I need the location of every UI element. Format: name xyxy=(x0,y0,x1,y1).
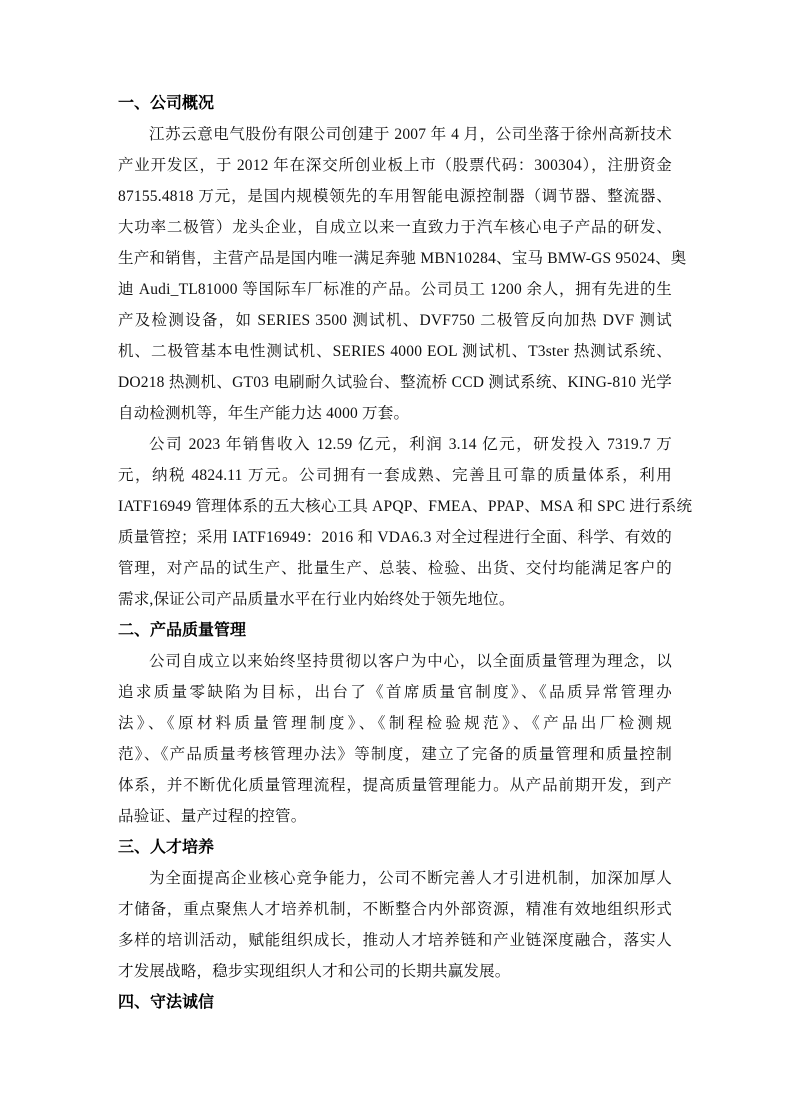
text-line: IATF16949 管理体系的五大核心工具 APQP、FMEA、PPAP、MSA 和 SPC 进行系统 xyxy=(118,498,693,515)
text-line: 产业开发区，于 2012 年在深交所创业板上市（股票代码：300304），注册资金 xyxy=(118,157,672,174)
text-line: 机、二极管基本电性测试机、SERIES 4000 EOL 测试机、T3ster 热测试系统、 xyxy=(118,343,672,360)
section-heading-2: 二、产品质量管理 xyxy=(118,622,247,639)
text-line: 质量管控；采用 IATF16949：2016 和 VDA6.3 对全过程进行全面、科学、有效的 xyxy=(118,529,672,546)
section-heading-4: 四、守法诚信 xyxy=(118,994,215,1011)
text-line: 产及检测设备，如 SERIES 3500 测试机、DVF750 二极管反向加热 DVF 测试 xyxy=(118,312,672,329)
text-line: 追求质量零缺陷为目标，出台了《首席质量官制度》、《品质异常管理办 xyxy=(118,684,672,701)
section-heading-3: 三、人才培养 xyxy=(118,839,215,856)
text-line: 江苏云意电气股份有限公司创建于 2007 年 4 月，公司坐落于徐州高新技术 xyxy=(149,126,672,143)
text-line: 需求,保证公司产品质量水平在行业内始终处于领先地位。 xyxy=(118,591,515,608)
text-line: 才储备，重点聚焦人才培养机制，不断整合内外部资源，精准有效地组织形式 xyxy=(118,901,672,918)
text-line: 品验证、量产过程的控管。 xyxy=(118,808,307,825)
text-line: 迪 Audi_TL81000 等国际车厂标准的产品。公司员工 1200 余人，拥有先进的生 xyxy=(118,281,672,298)
text-line: 自动检测机等，年生产能力达 4000 万套。 xyxy=(118,405,410,422)
text-line: 才发展战略，稳步实现组织人才和公司的长期共赢发展。 xyxy=(118,963,511,980)
text-line: 公司自成立以来始终坚持贯彻以客户为中心，以全面质量管理为理念，以 xyxy=(149,653,672,670)
text-line: 管理，对产品的试生产、批量生产、总装、检验、出货、交付均能满足客户的 xyxy=(118,560,672,577)
text-line: DO218 热测机、GT03 电刷耐久试验台、整流桥 CCD 测试系统、KING-810 光学 xyxy=(118,374,672,391)
text-line: 为全面提高企业核心竞争能力，公司不断完善人才引进机制，加深加厚人 xyxy=(149,870,672,887)
text-line: 生产和销售，主营产品是国内唯一满足奔驰 MBN10284、宝马 BMW-GS 95024、奥 xyxy=(118,250,687,267)
document-body xyxy=(118,88,693,1018)
section-heading-1: 一、公司概况 xyxy=(118,95,215,112)
text-line: 法》、《原材料质量管理制度》、《制程检验规范》、《产品出厂检测规 xyxy=(118,715,672,732)
text-line: 87155.4818 万元，是国内规模领先的车用智能电源控制器（调节器、整流器、 xyxy=(118,188,672,205)
text-line: 大功率二极管）龙头企业，自成立以来一直致力于汽车核心电子产品的研发、 xyxy=(118,219,672,236)
text-line: 多样的培训活动，赋能组织成长，推动人才培养链和产业链深度融合，落实人 xyxy=(118,932,672,949)
text-line: 元，纳税 4824.11 万元。公司拥有一套成熟、完善且可靠的质量体系，利用 xyxy=(118,467,672,484)
text-line: 范》、《产品质量考核管理办法》等制度，建立了完备的质量管理和质量控制 xyxy=(118,746,672,763)
text-line: 体系，并不断优化质量管理流程，提高质量管理能力。从产品前期开发，到产 xyxy=(118,777,672,794)
text-line: 公司 2023 年销售收入 12.59 亿元，利润 3.14 亿元，研发投入 7319.7 万 xyxy=(149,436,672,453)
